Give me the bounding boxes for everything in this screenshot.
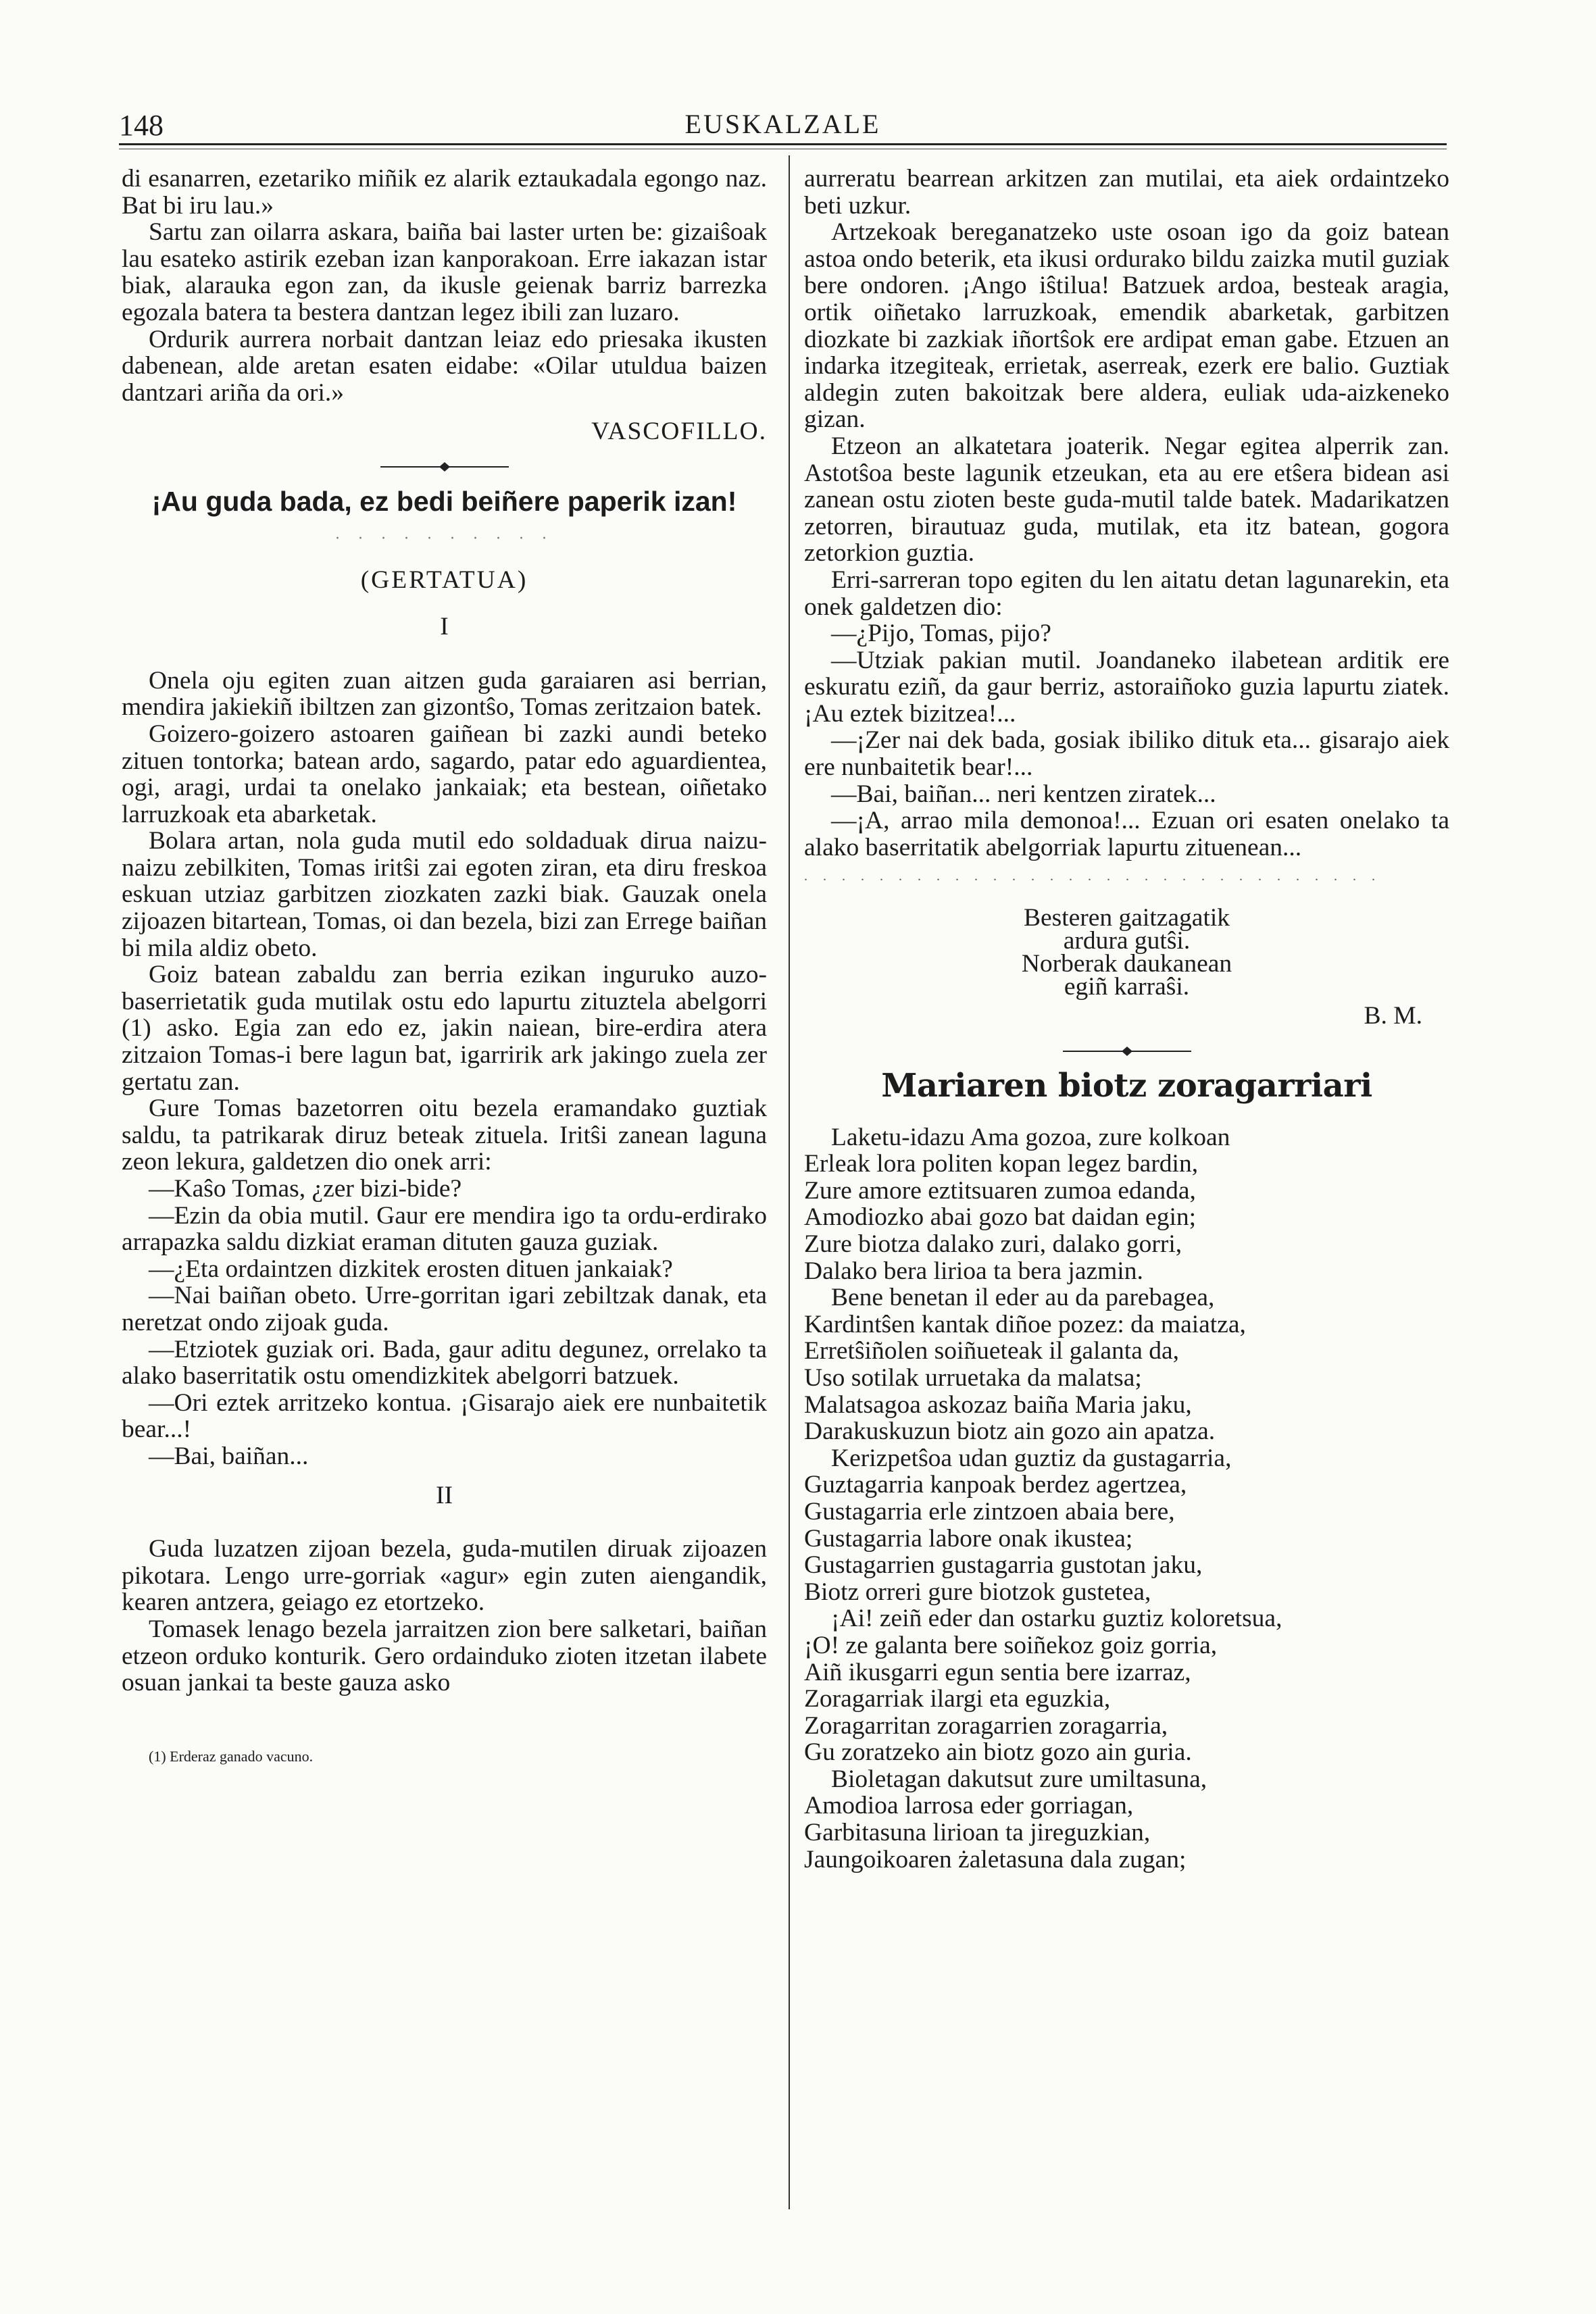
verse-line: egiñ karraŝi. bbox=[1064, 973, 1190, 1001]
poem-line: Gustagarrien gustagarria gustotan jaku, bbox=[804, 1551, 1203, 1580]
poem-line: Kerizpetŝoa udan guztiz da gustagarria, bbox=[831, 1444, 1232, 1472]
dialogue-line: —Utziak pakian mutil. Joandaneko ilabetean arditik ere eskuratu eziñ, da gaur berriz, astoraiñoko guzia lapurtu ziatek. ¡Au eztek bizitzea!... bbox=[804, 646, 1449, 728]
paragraph: Artzekoak bereganatzeko uste osoan igo da goiz batean astoa ondo beterik, eta ikusi ordurako bildu zaizka mutil guziak bere ondoren. ¡Ango iŝtilua! Batzuek ardoa, besteak aragia, ortik oiñetako larruzkoak, emendik abarketak, garbitzen diozkate bi zazkiak iñortŝok ere ardipat eman gabe. Etzuen an indarka itzegiteak, errietak, aserreak, ezerk ere balio. Guztiak aldegin zuten bakoitzak bere aldera, euliak uda-aizkeneko gizan. bbox=[804, 218, 1449, 434]
poem-line: Malatsagoa askozaz baiña Maria jaku, bbox=[804, 1390, 1192, 1419]
paragraph: Onela oju egiten zuan aitzen guda garaiaren asi berrian, mendira jakiekiñ ibiltzen zan gizontŝo, Tomas zeritzaion batek. bbox=[122, 666, 767, 722]
ornament-divider bbox=[380, 461, 509, 472]
verse-line: ardura gutŝi. bbox=[1063, 927, 1191, 955]
dialogue-line: —Etziotek guziak ori. Bada, gaur aditu degunez, orrelako ta alako baserritatik ostu omendizkitek abelgorri batzuek. bbox=[122, 1335, 767, 1390]
poem-title: Mariaren biotz zoragarriari bbox=[881, 1067, 1372, 1105]
section-number: I bbox=[440, 613, 449, 641]
poem-line: Guztagarria kanpoak berdez agertzea, bbox=[804, 1471, 1187, 1499]
paragraph: Goiz batean zabaldu zan berria ezikan inguruko auzo-baserrietatik guda mutilak ostu edo lapurtu zituztela abelgorri (1) asko. Egia zan edo ez, jakin naiean, bire-erdira atera zitzaion Tomas-i bere lagun bat, igarririk ark jakingo zuela zer gertatu zan. bbox=[122, 961, 767, 1096]
spacer bbox=[122, 1696, 767, 1746]
poem-line: Zoragarritan zoragarrien zoragarria, bbox=[804, 1711, 1168, 1740]
dialogue-line: —¡Zer nai dek bada, gosiak ibiliko dituk eta... gisarajo aiek ere nunbaitetik bear!... bbox=[804, 726, 1449, 782]
dialogue-line: —¡A, arrao mila demonoa!... Ezuan ori esaten onelako ta alako baserritatik abelgorriak lapurtu zituenean... bbox=[804, 807, 1449, 861]
poem-line: Erretŝiñolen soiñueteak il galanta da, bbox=[804, 1337, 1180, 1365]
poem-line: Amodioa larrosa eder gorriagan, bbox=[804, 1792, 1134, 1820]
poem-line: Erleak lora politen kopan legez bardin, bbox=[804, 1150, 1199, 1178]
poem-line: Jaungoikoaren żaletasuna dala zugan; bbox=[804, 1845, 1187, 1873]
paragraph: Etzeon an alkatetara joaterik. Negar egitea alperrik zan. Astotŝoa beste lagunik etzeukan, eta au ere etŝera bidean asi zanean ostu zioten beste guda-mutil talde batek. Madarikatzen zetorren, birautuaz guda, mutilak, eta itz batean, gogora zetorkion guztia. bbox=[804, 432, 1449, 568]
paragraph: aurreratu bearrean arkitzen zan mutilai, eta aiek ordaintzeko beti uzkur. bbox=[804, 165, 1449, 220]
article-subtitle: (GERTATUA) bbox=[360, 565, 528, 594]
poem-line: Gu zoratzeko ain biotz gozo ain guria. bbox=[804, 1738, 1192, 1767]
ornament-divider bbox=[1063, 1046, 1191, 1057]
paragraph: di esanarren, ezetariko miñik ez alarik eztaukadala egongo naz. Bat bi iru lau.» bbox=[122, 165, 767, 220]
dialogue-line: —¿Eta ordaintzen dizkitek erosten dituen jankaiak? bbox=[149, 1255, 673, 1283]
verse-line: Norberak daukanean bbox=[1021, 950, 1232, 978]
poem-line: Uso sotilak urruetaka da malatsa; bbox=[804, 1363, 1142, 1392]
poem bbox=[804, 1124, 1449, 1873]
paragraph: Tomasek lenago bezela jarraitzen zion bere salketari, baiñan etzeon orduko konturik. Gero ordainduko zioten itzetan ilabete osuan jankai ta beste gauza asko bbox=[122, 1615, 767, 1697]
poem-line: Laketu-idazu Ama gozoa, zure kolkoan bbox=[831, 1123, 1230, 1151]
dialogue-line: —Bai, baiñan... bbox=[149, 1442, 309, 1470]
author-signature: VASCOFILLO. bbox=[591, 418, 767, 446]
paragraph: Guda luzatzen zijoan bezela, guda-mutilen diruak zijoazen pikotara. Lengo urre-gorriak «agur» egin zuten aiengandik, kearen antzera, geiago ez etortzeko. bbox=[122, 1535, 767, 1617]
poem-line: Dalako bera lirioa ta bera jazmin. bbox=[804, 1257, 1143, 1285]
paragraph: Goizero-goizero astoaren gaiñean bi zazki aundi beteko zituen tontorka; batean ardo, sagardo, patar edo aguardientea, ogi, aragi, urdai ta onelako jankaiak; eta bestean, oiñetako larruzkoak eta abarketak. bbox=[122, 720, 767, 828]
author-signature: B. M. bbox=[1364, 1002, 1422, 1030]
poem-line: Garbitasuna lirioan ta jireguzkian, bbox=[804, 1819, 1151, 1847]
poem-line: Biotz orreri gure biotzok gustetea, bbox=[804, 1578, 1151, 1606]
header-rule bbox=[119, 143, 1447, 145]
dotted-separator: . . . . . . . . . . . . . . . . . . . . . . . . . . . . . . . bbox=[804, 869, 1381, 884]
paragraph: Ordurik aurrera norbait dantzan leiaz edo priesaka ikusten dabenean, alde aretan esaten eidabe: «Oilar utuldua baizen dantzari ariña da ori.» bbox=[122, 325, 767, 407]
page-header bbox=[119, 101, 1447, 145]
running-title: EUSKALZALE bbox=[684, 109, 881, 139]
page-number: 148 bbox=[119, 109, 164, 142]
left-column bbox=[122, 166, 767, 1767]
column-divider bbox=[789, 155, 790, 2209]
paragraph: Gure Tomas bazetorren oitu bezela eramandako guztiak saldu, ta patrikarak diruz beteak zituela. Iritŝi zanean laguna zeon lekura, galdetzen dio onek arri: bbox=[122, 1095, 767, 1176]
section-number: II bbox=[436, 1481, 453, 1509]
poem-line: Bene benetan il eder au da parebagea, bbox=[831, 1284, 1215, 1312]
paragraph: Sartu zan oilarra askara, baiña bai laster urten be: gizaiŝoak lau esateko astirik ezeban izan kanporakoan. Erre iakazan istar biak, alarauka egon zan, da ikusle geienak barriz barrezka egozala batera ta bestera dantzan legez ibili zan luzaro. bbox=[122, 218, 767, 326]
poem-line: ¡O! ze galanta bere soiñekoz goiz gorria, bbox=[804, 1631, 1218, 1659]
paragraph: Erri-sarreran topo egiten du len aitatu detan lagunarekin, eta onek galdetzen dio: bbox=[804, 565, 1449, 621]
poem-line: Aiñ ikusgarri egun sentia bere izarraz, bbox=[804, 1658, 1191, 1686]
poem-line: Amodiozko abai gozo bat daidan egin; bbox=[804, 1203, 1197, 1232]
dialogue-line: —Bai, baiñan... neri kentzen ziratek... bbox=[831, 780, 1216, 808]
paragraph: Bolara artan, nola guda mutil edo soldaduak dirua naizu-naizu zebilkiten, Tomas iritŝi zai egoten ziran, eta diru freskoa eskuan utziaz garbitzen ziozkaten zazki biak. Gauzak onela zijoazen bitartean, Tomas, oi dan bezela, bizi zan Errege baiñan bi mila aldiz obeto. bbox=[122, 827, 767, 962]
right-column bbox=[804, 166, 1449, 1873]
verse-line: Besteren gaitzagatik bbox=[1023, 904, 1230, 932]
poem-line: ¡Ai! zeiñ eder dan ostarku guztiz koloretsua, bbox=[831, 1605, 1282, 1633]
poem-line: Gustagarria erle zintzoen abaia bere, bbox=[804, 1497, 1175, 1526]
poem-line: Zure biotza dalako zuri, dalako gorri, bbox=[804, 1230, 1182, 1258]
dialogue-line: —Ezin da obia mutil. Gaur ere mendira igo ta ordu-erdirako arrapazka saldu dizkiat eraman dituten gauza guziak. bbox=[122, 1201, 767, 1257]
dialogue-line: —¿Pijo, Tomas, pijo? bbox=[831, 620, 1051, 648]
dialogue-line: —Ori eztek arritzeko kontua. ¡Gisarajo aiek ere nunbaitetik bear...! bbox=[122, 1388, 767, 1444]
article-title: ¡Au guda bada, ez bedi beiñere paperik izan! bbox=[151, 485, 737, 517]
dialogue-line: —Nai baiñan obeto. Urre-gorritan igari zebiltzak danak, eta neretzat ondo zijoak guda. bbox=[122, 1282, 767, 1336]
dialogue-line: —Kaŝo Tomas, ¿zer bizi-bide? bbox=[149, 1175, 462, 1203]
poem-line: Gustagarria labore onak ikustea; bbox=[804, 1524, 1133, 1553]
poem-line: Bioletagan dakutsut zure umiltasuna, bbox=[831, 1765, 1207, 1793]
dotted-separator: · · · · · · · · · · bbox=[334, 529, 554, 547]
footnote: (1) Erderaz ganado vacuno. bbox=[149, 1747, 314, 1765]
poem-line: Darakuskuzun biotz ain gozo ain apatza. bbox=[804, 1417, 1216, 1446]
poem-line: Zoragarriak ilargi eta eguzkia, bbox=[804, 1685, 1111, 1713]
poem-line: Kardintŝen kantak diñoe pozez: da maiatza, bbox=[804, 1310, 1246, 1338]
poem-line: Zure amore eztitsuaren zumoa edanda, bbox=[804, 1176, 1196, 1205]
